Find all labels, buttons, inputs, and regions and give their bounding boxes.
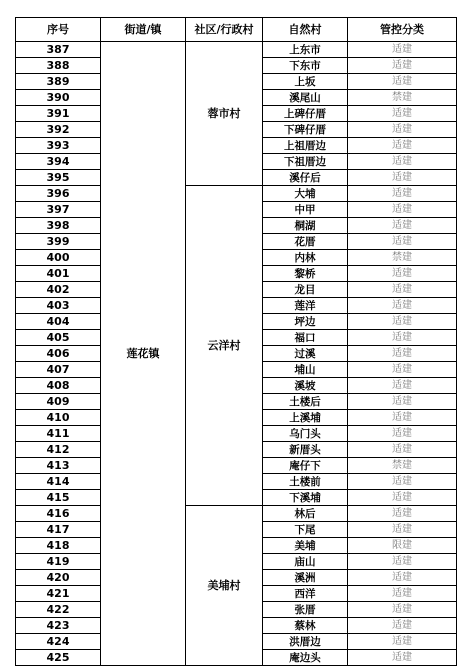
row-seq-number: 412 — [16, 442, 101, 458]
header-natural-village: 自然村 — [263, 18, 348, 42]
control-category-cell: 适建 — [348, 74, 457, 90]
row-seq-number: 410 — [16, 410, 101, 426]
control-category-cell: 适建 — [348, 602, 457, 618]
control-category-cell: 适建 — [348, 234, 457, 250]
natural-village-cell: 上碑仔厝 — [263, 106, 348, 122]
natural-village-cell: 洪厝边 — [263, 634, 348, 650]
natural-village-cell: 庵边头 — [263, 650, 348, 666]
row-seq-number: 420 — [16, 570, 101, 586]
natural-village-cell: 庙山 — [263, 554, 348, 570]
natural-village-cell: 过溪 — [263, 346, 348, 362]
natural-village-cell: 上坂 — [263, 74, 348, 90]
natural-village-cell: 福口 — [263, 330, 348, 346]
row-seq-number: 400 — [16, 250, 101, 266]
row-seq-number: 390 — [16, 90, 101, 106]
control-category-cell: 适建 — [348, 122, 457, 138]
natural-village-cell: 上祖厝边 — [263, 138, 348, 154]
row-seq-number: 404 — [16, 314, 101, 330]
natural-village-cell: 埔山 — [263, 362, 348, 378]
row-seq-number: 416 — [16, 506, 101, 522]
control-category-cell: 禁建 — [348, 458, 457, 474]
row-seq-number: 393 — [16, 138, 101, 154]
natural-village-cell: 蔡林 — [263, 618, 348, 634]
row-seq-number: 403 — [16, 298, 101, 314]
header-row — [16, 18, 457, 42]
natural-village-cell: 新厝头 — [263, 442, 348, 458]
natural-village-cell: 溪仔后 — [263, 170, 348, 186]
row-seq-number: 394 — [16, 154, 101, 170]
control-category-cell: 适建 — [348, 186, 457, 202]
row-seq-number: 388 — [16, 58, 101, 74]
control-category-cell: 适建 — [348, 106, 457, 122]
control-category-cell: 适建 — [348, 266, 457, 282]
row-seq-number: 391 — [16, 106, 101, 122]
natural-village-cell: 中甲 — [263, 202, 348, 218]
natural-village-cell: 花厝 — [263, 234, 348, 250]
row-seq-number: 405 — [16, 330, 101, 346]
community-cell: 蓉市村 — [186, 42, 263, 186]
control-category-cell: 适建 — [348, 634, 457, 650]
row-seq-number: 421 — [16, 586, 101, 602]
control-category-cell: 适建 — [348, 506, 457, 522]
natural-village-cell: 龙目 — [263, 282, 348, 298]
row-seq-number: 423 — [16, 618, 101, 634]
header-community: 社区/行政村 — [186, 18, 263, 42]
row-seq-number: 406 — [16, 346, 101, 362]
row-seq-number: 408 — [16, 378, 101, 394]
natural-village-cell: 土楼后 — [263, 394, 348, 410]
control-category-cell: 适建 — [348, 346, 457, 362]
row-seq-number: 398 — [16, 218, 101, 234]
control-category-cell: 适建 — [348, 138, 457, 154]
community-cell: 云洋村 — [186, 186, 263, 506]
row-seq-number: 413 — [16, 458, 101, 474]
town-cell: 莲花镇 — [101, 42, 186, 666]
control-category-cell: 禁建 — [348, 250, 457, 266]
natural-village-cell: 下溪埔 — [263, 490, 348, 506]
control-category-cell: 适建 — [348, 618, 457, 634]
control-category-cell: 适建 — [348, 410, 457, 426]
control-category-cell: 适建 — [348, 474, 457, 490]
natural-village-cell: 林后 — [263, 506, 348, 522]
community-cell: 美埔村 — [186, 506, 263, 666]
control-category-cell: 适建 — [348, 426, 457, 442]
row-seq-number: 424 — [16, 634, 101, 650]
control-category-cell: 适建 — [348, 170, 457, 186]
row-seq-number: 395 — [16, 170, 101, 186]
control-category-cell: 适建 — [348, 218, 457, 234]
row-seq-number: 419 — [16, 554, 101, 570]
table-row — [16, 506, 457, 522]
row-seq-number: 392 — [16, 122, 101, 138]
row-seq-number: 415 — [16, 490, 101, 506]
natural-village-cell: 上东市 — [263, 42, 348, 58]
control-category-cell: 适建 — [348, 362, 457, 378]
control-category-cell: 适建 — [348, 314, 457, 330]
row-seq-number: 402 — [16, 282, 101, 298]
natural-village-cell: 黎桥 — [263, 266, 348, 282]
row-seq-number: 389 — [16, 74, 101, 90]
row-seq-number: 396 — [16, 186, 101, 202]
row-seq-number: 401 — [16, 266, 101, 282]
natural-village-cell: 莲洋 — [263, 298, 348, 314]
natural-village-cell: 西洋 — [263, 586, 348, 602]
table-row — [16, 42, 457, 58]
natural-village-cell: 乌门头 — [263, 426, 348, 442]
row-seq-number: 425 — [16, 650, 101, 666]
control-category-cell: 适建 — [348, 522, 457, 538]
control-category-cell: 适建 — [348, 378, 457, 394]
control-category-cell: 适建 — [348, 554, 457, 570]
control-category-cell: 适建 — [348, 490, 457, 506]
header-control-category: 管控分类 — [348, 18, 457, 42]
row-seq-number: 387 — [16, 42, 101, 58]
natural-village-cell: 美埔 — [263, 538, 348, 554]
control-category-cell: 适建 — [348, 298, 457, 314]
control-category-cell: 适建 — [348, 586, 457, 602]
row-seq-number: 411 — [16, 426, 101, 442]
row-seq-number: 417 — [16, 522, 101, 538]
row-seq-number: 422 — [16, 602, 101, 618]
natural-village-cell: 大埔 — [263, 186, 348, 202]
table-row — [16, 186, 457, 202]
natural-village-cell: 溪坡 — [263, 378, 348, 394]
natural-village-cell: 下东市 — [263, 58, 348, 74]
natural-village-cell: 张厝 — [263, 602, 348, 618]
natural-village-cell: 下尾 — [263, 522, 348, 538]
natural-village-cell: 桐湖 — [263, 218, 348, 234]
row-seq-number: 397 — [16, 202, 101, 218]
table-body — [16, 42, 457, 666]
control-category-cell: 适建 — [348, 202, 457, 218]
row-seq-number: 414 — [16, 474, 101, 490]
header-seq: 序号 — [16, 18, 101, 42]
header-street-town: 街道/镇 — [101, 18, 186, 42]
natural-village-cell: 下碑仔厝 — [263, 122, 348, 138]
village-control-table — [15, 17, 457, 666]
natural-village-cell: 溪洲 — [263, 570, 348, 586]
control-category-cell: 适建 — [348, 282, 457, 298]
natural-village-cell: 土楼前 — [263, 474, 348, 490]
natural-village-cell: 溪尾山 — [263, 90, 348, 106]
row-seq-number: 399 — [16, 234, 101, 250]
row-seq-number: 409 — [16, 394, 101, 410]
control-category-cell: 适建 — [348, 42, 457, 58]
control-category-cell: 限建 — [348, 538, 457, 554]
control-category-cell: 适建 — [348, 330, 457, 346]
natural-village-cell: 内林 — [263, 250, 348, 266]
control-category-cell: 适建 — [348, 154, 457, 170]
natural-village-cell: 坪边 — [263, 314, 348, 330]
row-seq-number: 418 — [16, 538, 101, 554]
control-category-cell: 适建 — [348, 570, 457, 586]
control-category-cell: 适建 — [348, 58, 457, 74]
natural-village-cell: 上溪埔 — [263, 410, 348, 426]
row-seq-number: 407 — [16, 362, 101, 378]
natural-village-cell: 庵仔下 — [263, 458, 348, 474]
control-category-cell: 适建 — [348, 442, 457, 458]
control-category-cell: 适建 — [348, 650, 457, 666]
control-category-cell: 适建 — [348, 394, 457, 410]
control-category-cell: 禁建 — [348, 90, 457, 106]
natural-village-cell: 下祖厝边 — [263, 154, 348, 170]
